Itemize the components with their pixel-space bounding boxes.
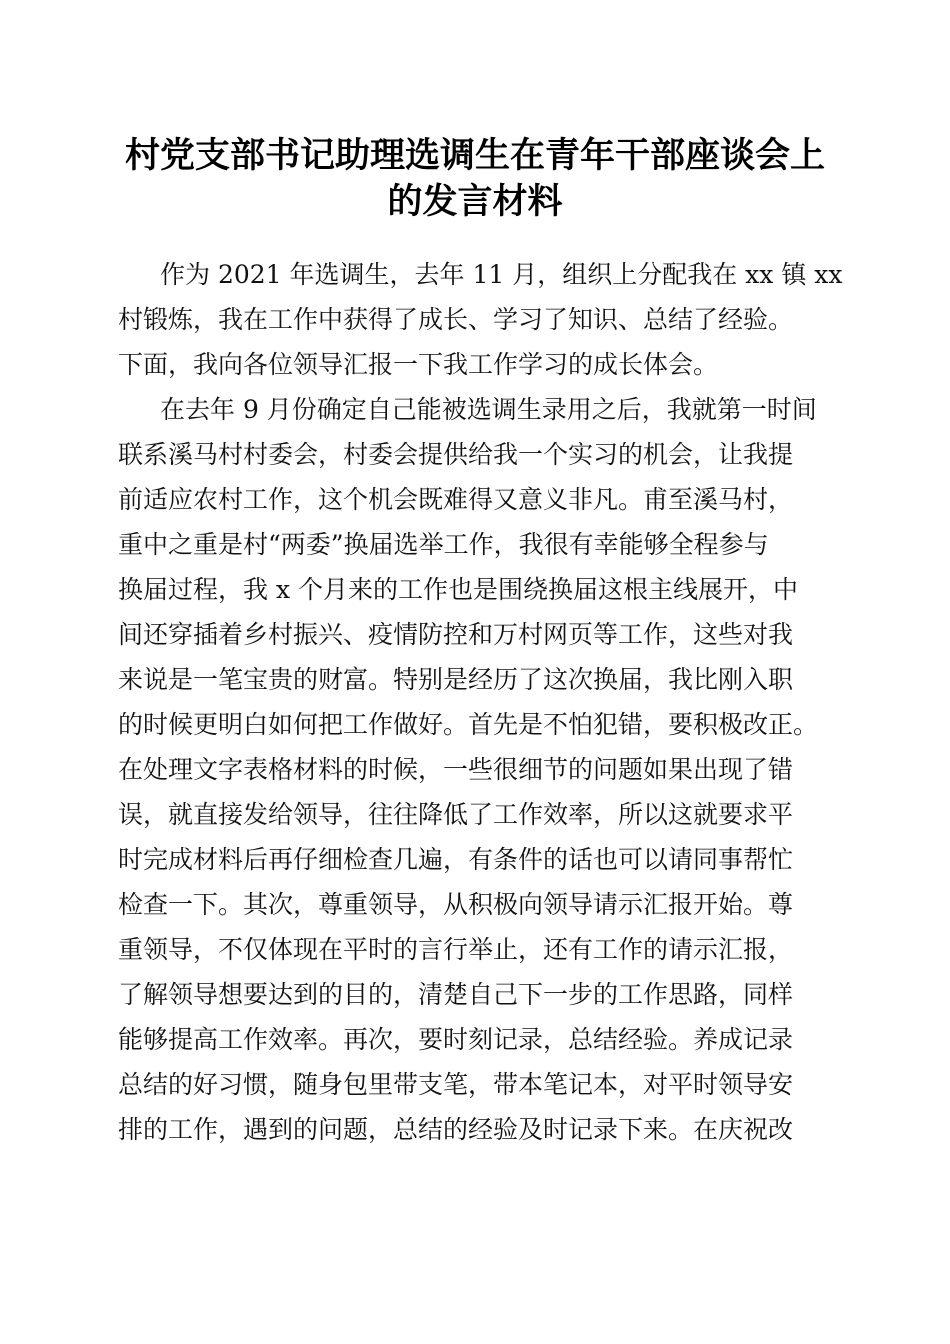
document-body: [118, 252, 843, 1152]
paragraph-line: 误，就直接发给领导，往往降低了工作效率，所以这就要求平: [118, 800, 794, 829]
paragraph-line: 在处理文字表格材料的时候，一些很细节的问题如果出现了错: [118, 755, 794, 784]
paragraph-line: 了解领导想要达到的目的，清楚自己下一步的工作思路，同样: [118, 980, 794, 1009]
paragraph-line: 联系溪马村村委会，村委会提供给我一个实习的机会，让我提: [118, 440, 794, 469]
paragraph-1: [118, 252, 843, 387]
paragraph-line: 的时候更明白如何把工作做好。首先是不怕犯错，要积极改正。: [118, 710, 819, 739]
paragraph-line: 总结的好习惯，随身包里带支笔，带本笔记本，对平时领导安: [118, 1070, 794, 1099]
paragraph-line: 村锻炼，我在工作中获得了成长、学习了知识、总结了经验。: [118, 305, 794, 334]
paragraph-line: 间还穿插着乡村振兴、疫情防控和万村网页等工作，这些对我: [118, 620, 794, 649]
paragraph-line: 时完成材料后再仔细检查几遍，有条件的话也可以请同事帮忙: [118, 845, 794, 874]
paragraph-line: 在去年 9 月份确定自己能被选调生录用之后，我就第一时间: [160, 395, 817, 424]
paragraph-line: 换届过程，我 x 个月来的工作也是围绕换届这根主线展开，中: [118, 575, 798, 604]
paragraph-line: 检查一下。其次，尊重领导，从积极向领导请示汇报开始。尊: [118, 890, 794, 919]
paragraph-2: [118, 387, 833, 1152]
document-title: [100, 133, 850, 225]
paragraph-line: 能够提高工作效率。再次，要时刻记录，总结经验。养成记录: [118, 1025, 794, 1054]
paragraph-line: 作为 2021 年选调生，去年 11 月，组织上分配我在 xx 镇 xx: [160, 260, 843, 289]
paragraph-line: 来说是一笔宝贵的财富。特别是经历了这次换届，我比刚入职: [118, 665, 794, 694]
paragraph-line: 重中之重是村“两委”换届选举工作，我很有幸能够全程参与: [118, 530, 769, 559]
paragraph-line: 排的工作，遇到的问题，总结的经验及时记录下来。在庆祝改: [118, 1115, 794, 1144]
paragraph-line: 下面，我向各位领导汇报一下我工作学习的成长体会。: [118, 350, 719, 379]
paragraph-line: 前适应农村工作，这个机会既难得又意义非凡。甫至溪马村，: [118, 485, 794, 514]
title-line-1: 村党支部书记助理选调生在青年干部座谈会上: [124, 135, 825, 176]
paragraph-line: 重领导，不仅体现在平时的言行举止，还有工作的请示汇报，: [118, 935, 794, 964]
title-line-2: 的发言材料: [387, 181, 563, 222]
